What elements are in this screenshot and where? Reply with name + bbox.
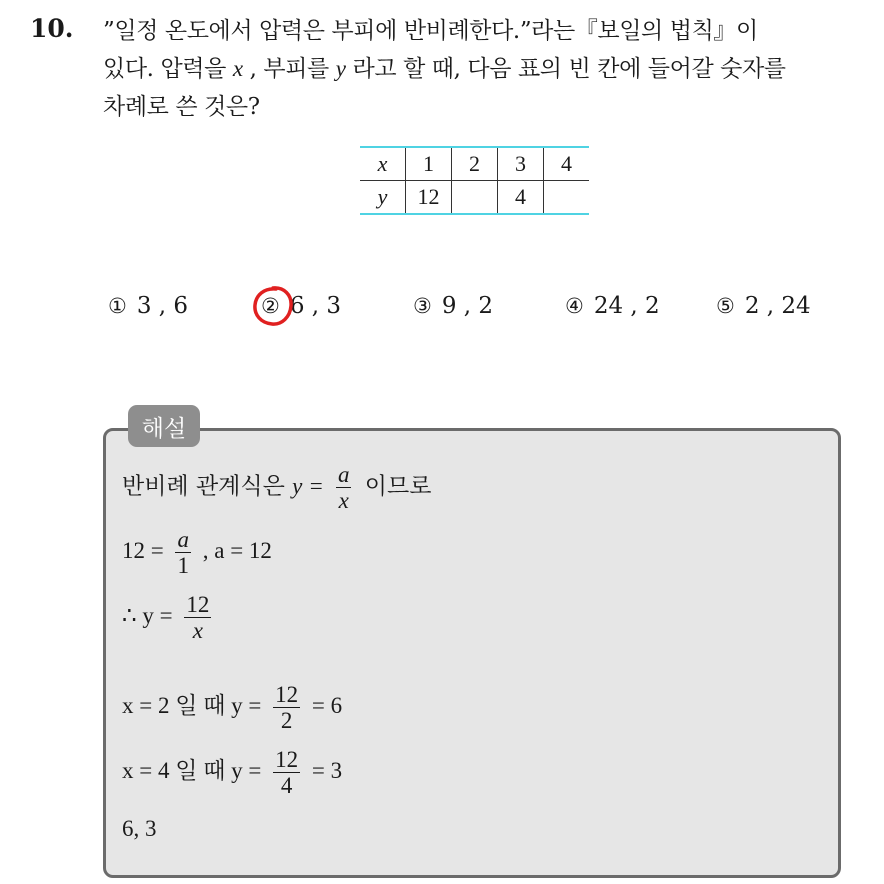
var-y: y bbox=[335, 56, 346, 81]
choice-mark: ④ bbox=[565, 294, 584, 318]
table-cell-blank bbox=[452, 181, 498, 215]
fraction-12-over-x bbox=[184, 592, 211, 643]
fraction-denominator: 1 bbox=[177, 553, 189, 578]
fraction-denominator: x bbox=[338, 488, 349, 513]
fraction-numerator: a bbox=[337, 462, 350, 487]
table-row-y bbox=[360, 181, 589, 215]
choice-mark: ② bbox=[261, 294, 280, 318]
choice-1[interactable] bbox=[108, 293, 188, 319]
choice-text: 3 , 6 bbox=[136, 293, 189, 319]
choice-mark: ③ bbox=[413, 294, 432, 318]
question-line-2 bbox=[103, 50, 873, 88]
table-cell: x bbox=[360, 147, 406, 181]
fraction-12-over-4 bbox=[273, 747, 300, 798]
explanation-line-1 bbox=[122, 462, 431, 513]
fraction-denominator: 2 bbox=[280, 708, 293, 733]
choice-text: 24 , 2 bbox=[593, 293, 660, 319]
question-number: 10. bbox=[30, 14, 74, 43]
table-cell: 1 bbox=[406, 147, 452, 181]
xy-table bbox=[360, 146, 589, 215]
var-y: y bbox=[292, 473, 303, 499]
fraction-a-over-1 bbox=[175, 527, 191, 578]
explanation-text: 이므로 bbox=[364, 473, 432, 500]
choice-text: 9 , 2 bbox=[441, 293, 494, 319]
equation-tail: = 6 bbox=[311, 692, 343, 718]
question-line-2-part-b: , 부피를 bbox=[249, 56, 329, 82]
table-row-x bbox=[360, 147, 589, 181]
equation-lhs: ∴ y = bbox=[122, 602, 173, 628]
table-cell: y bbox=[360, 181, 406, 215]
fraction-numerator: 12 bbox=[275, 682, 299, 707]
table-cell: 4 bbox=[498, 181, 544, 215]
fraction-numerator: 12 bbox=[275, 747, 299, 772]
question-line-2-part-a: 있다. 압력을 bbox=[103, 56, 226, 82]
equation-lhs: x = 4 일 때 y = bbox=[122, 757, 262, 783]
question-text bbox=[103, 12, 873, 126]
choice-3[interactable] bbox=[413, 293, 493, 319]
fraction-numerator: a bbox=[177, 527, 189, 552]
equation-tail: , a = 12 bbox=[202, 537, 272, 563]
explanation-line-2 bbox=[122, 527, 272, 578]
equation-lhs: 12 = bbox=[122, 537, 164, 563]
explanation-text: 반비례 관계식은 bbox=[122, 473, 285, 500]
question-line-3: 차례로 쓴 것은? bbox=[103, 94, 260, 120]
var-x: x bbox=[232, 56, 243, 81]
fraction-denominator: 4 bbox=[280, 773, 293, 798]
table-cell: 2 bbox=[452, 147, 498, 181]
answer-choices bbox=[0, 293, 884, 329]
equals-sign: = bbox=[309, 473, 323, 499]
question-line-2-part-c: 라고 할 때, 다음 표의 빈 칸에 들어갈 숫자를 bbox=[352, 56, 786, 82]
table-cell: 12 bbox=[406, 181, 452, 215]
table-cell: 3 bbox=[498, 147, 544, 181]
equation-lhs: x = 2 일 때 y = bbox=[122, 692, 262, 718]
explanation-line-5 bbox=[122, 747, 342, 798]
fraction-denominator: x bbox=[192, 618, 203, 643]
explanation-tab: 해설 bbox=[128, 405, 200, 447]
choice-5[interactable] bbox=[716, 293, 811, 319]
fraction-a-over-x bbox=[336, 462, 352, 513]
table-cell: 4 bbox=[544, 147, 590, 181]
choice-text: 2 , 24 bbox=[744, 293, 811, 319]
explanation-answer: 6, 3 bbox=[122, 816, 157, 841]
equation-tail: = 3 bbox=[311, 757, 343, 783]
question-line-1: ”일정 온도에서 압력은 부피에 반비례한다.”라는『보일의 법칙』이 bbox=[103, 18, 758, 44]
fraction-numerator: 12 bbox=[186, 592, 210, 617]
choice-4[interactable] bbox=[565, 293, 660, 319]
choice-2[interactable] bbox=[261, 293, 341, 319]
choice-mark: ① bbox=[108, 294, 127, 318]
explanation-line-4 bbox=[122, 682, 342, 733]
table-cell-blank bbox=[544, 181, 590, 215]
fraction-12-over-2 bbox=[273, 682, 300, 733]
explanation-line-3 bbox=[122, 592, 217, 643]
choice-mark: ⑤ bbox=[716, 294, 735, 318]
choice-text: 6 , 3 bbox=[289, 293, 342, 319]
